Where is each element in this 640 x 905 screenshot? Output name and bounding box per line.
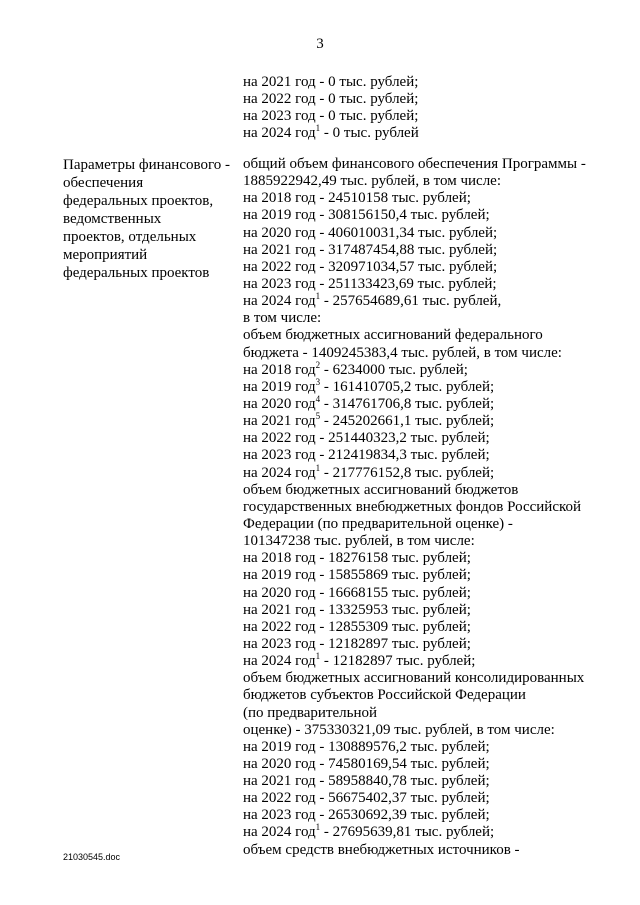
text-line xyxy=(243,413,583,430)
text-line-main: на 2021 год xyxy=(243,413,316,430)
text-line-rest: - 245202661,1 тыс. рублей; xyxy=(320,413,495,430)
text-line-main: на 2024 год xyxy=(243,464,316,481)
text-line xyxy=(243,430,583,447)
text-line xyxy=(243,359,583,379)
text-line xyxy=(243,125,583,142)
text-line-rest: - 12182897 тыс. рублей; xyxy=(320,653,476,670)
text-line-main: на 2022 год - 320971034,57 тыс. рублей; xyxy=(243,258,498,275)
text-line-main: оценке) - 375330321,09 тыс. рублей, в том числе: xyxy=(243,721,555,738)
text-line-main: (по предварительной xyxy=(243,704,378,721)
text-line-rest: - 217776152,8 тыс. рублей; xyxy=(320,464,495,481)
footnote-mark: 1 xyxy=(315,291,321,302)
text-line-main: на 2024 год xyxy=(243,653,316,670)
footnote-mark: 1 xyxy=(315,822,321,833)
text-line-main: на 2018 год xyxy=(243,361,316,378)
text-line-main: на 2021 год - 317487454,88 тыс. рублей; xyxy=(243,241,498,258)
text-line-main: на 2022 год - 0 тыс. рублей; xyxy=(243,91,419,108)
footnote-mark: 3 xyxy=(315,376,321,387)
page-number: 3 xyxy=(316,36,324,52)
text-line xyxy=(243,516,583,533)
text-line-main: на 2019 год - 130889576,2 тыс. рублей; xyxy=(243,738,490,755)
financing-parameters-label: Параметры финансового обеспечения федеральных проектов, ведомственных проектов, отдельных мероприятий федеральных проектов xyxy=(63,157,222,281)
text-line-main: 1885922942,49 тыс. рублей, в том числе: xyxy=(243,173,502,190)
text-line xyxy=(243,773,583,790)
text-line xyxy=(243,376,583,396)
text-line-main: на 2018 год - 24510158 тыс. рублей; xyxy=(243,190,471,207)
text-line-rest: - 161410705,2 тыс. рублей; xyxy=(320,378,495,395)
text-line xyxy=(243,670,583,687)
text-line xyxy=(243,293,583,310)
text-line xyxy=(243,619,583,636)
text-line-main: на 2022 год - 251440323,2 тыс. рублей; xyxy=(243,430,490,447)
text-line xyxy=(243,242,583,259)
text-line xyxy=(243,533,583,550)
text-line-main: объем бюджетных ассигнований федерального xyxy=(243,327,543,344)
text-line xyxy=(243,550,583,567)
text-line xyxy=(243,108,583,125)
text-line-main: на 2021 год - 0 тыс. рублей; xyxy=(243,74,419,90)
text-line xyxy=(243,482,583,499)
text-line xyxy=(243,447,583,464)
text-line-main: на 2020 год xyxy=(243,395,316,412)
text-line xyxy=(243,842,583,859)
text-line-main: на 2019 год - 15855869 тыс. рублей; xyxy=(243,567,471,584)
text-line-main: бюджетов субъектов Российской Федерации xyxy=(243,687,526,704)
text-line xyxy=(243,790,583,807)
text-line xyxy=(243,225,583,242)
text-line-rest: - 27695639,81 тыс. рублей; xyxy=(320,824,495,841)
text-line xyxy=(243,156,586,173)
text-line-rest: - 0 тыс. рублей xyxy=(320,125,419,142)
footnote-mark: 5 xyxy=(315,411,321,422)
text-line-rest: - 314761706,8 тыс. рублей; xyxy=(320,395,495,412)
text-line xyxy=(243,499,583,516)
text-line-main: 101347238 тыс. рублей, в том числе: xyxy=(243,533,475,550)
text-line-main: на 2021 год - 58958840,78 тыс. рублей; xyxy=(243,773,490,790)
footnote-mark: 1 xyxy=(315,462,321,473)
text-line xyxy=(243,807,583,824)
text-line-main: на 2022 год - 12855309 тыс. рублей; xyxy=(243,618,471,635)
text-line-main: бюджета - 1409245383,4 тыс. рублей, в том числе: xyxy=(243,344,562,361)
text-line-main: на 2020 год - 406010031,34 тыс. рублей; xyxy=(243,224,498,241)
text-line-main: на 2018 год - 18276158 тыс. рублей; xyxy=(243,550,471,567)
text-line-main: на 2020 год - 16668155 тыс. рублей; xyxy=(243,584,471,601)
text-line xyxy=(243,722,583,739)
label-dash: - xyxy=(225,157,230,173)
text-line-main: на 2023 год - 212419834,3 тыс. рублей; xyxy=(243,447,490,464)
text-line xyxy=(243,259,583,276)
text-line xyxy=(243,462,583,482)
text-line xyxy=(243,602,583,619)
text-line xyxy=(243,653,583,670)
text-line-main: объем бюджетных ассигнований бюджетов xyxy=(243,481,519,498)
text-line-main: на 2022 год - 56675402,37 тыс. рублей; xyxy=(243,790,490,807)
text-line-main: общий объем финансового обеспечения Программы - xyxy=(243,156,586,172)
text-line-main: в том числе: xyxy=(243,310,322,327)
text-line xyxy=(243,91,583,108)
text-line xyxy=(243,585,583,602)
text-line xyxy=(243,276,583,293)
text-line xyxy=(243,636,583,653)
text-line-main: на 2023 год - 12182897 тыс. рублей; xyxy=(243,635,471,652)
text-line-main: государственных внебюджетных фондов Российской xyxy=(243,498,582,515)
funding-top-block xyxy=(243,74,583,143)
text-line xyxy=(243,705,583,722)
footnote-mark: 1 xyxy=(315,651,321,662)
text-line-main: на 2021 год - 13325953 тыс. рублей; xyxy=(243,601,471,618)
text-line xyxy=(243,327,583,344)
text-line xyxy=(243,345,583,362)
text-line-main: на 2019 год xyxy=(243,378,316,395)
footnote-mark: 2 xyxy=(315,359,321,370)
text-line xyxy=(243,393,583,413)
text-line-rest: - 257654689,61 тыс. рублей, xyxy=(320,293,502,310)
text-line xyxy=(243,190,583,207)
text-line xyxy=(243,739,583,756)
text-line-main: на 2024 год xyxy=(243,293,316,310)
text-line-main: Федерации (по предварительной оценке) - xyxy=(243,515,513,532)
text-line-main: на 2023 год - 251133423,69 тыс. рублей; xyxy=(243,275,497,292)
footnote-mark: 1 xyxy=(315,123,321,134)
text-line xyxy=(243,756,583,773)
text-line-main: на 2020 год - 74580169,54 тыс. рублей; xyxy=(243,755,490,772)
financing-parameters-text xyxy=(243,156,586,859)
text-line-main: объем бюджетных ассигнований консолидированных xyxy=(243,670,585,687)
text-line-main: на 2023 год - 0 тыс. рублей; xyxy=(243,108,419,125)
text-line xyxy=(243,687,583,704)
text-line xyxy=(243,207,583,224)
text-line xyxy=(243,567,583,584)
text-line-main: на 2023 год - 26530692,39 тыс. рублей; xyxy=(243,807,490,824)
text-line-main: объем средств внебюджетных источников - xyxy=(243,841,520,858)
text-line-main: на 2024 год xyxy=(243,824,316,841)
text-line xyxy=(243,173,583,190)
document-footer: 21030545.doc xyxy=(63,852,121,862)
text-line-main: на 2024 год xyxy=(243,125,316,142)
footnote-mark: 4 xyxy=(315,393,321,404)
text-line xyxy=(243,74,583,91)
text-line-main: на 2019 год - 308156150,4 тыс. рублей; xyxy=(243,207,490,224)
text-line-rest: - 6234000 тыс. рублей; xyxy=(320,361,468,378)
text-line xyxy=(243,824,583,841)
text-line xyxy=(243,310,583,327)
